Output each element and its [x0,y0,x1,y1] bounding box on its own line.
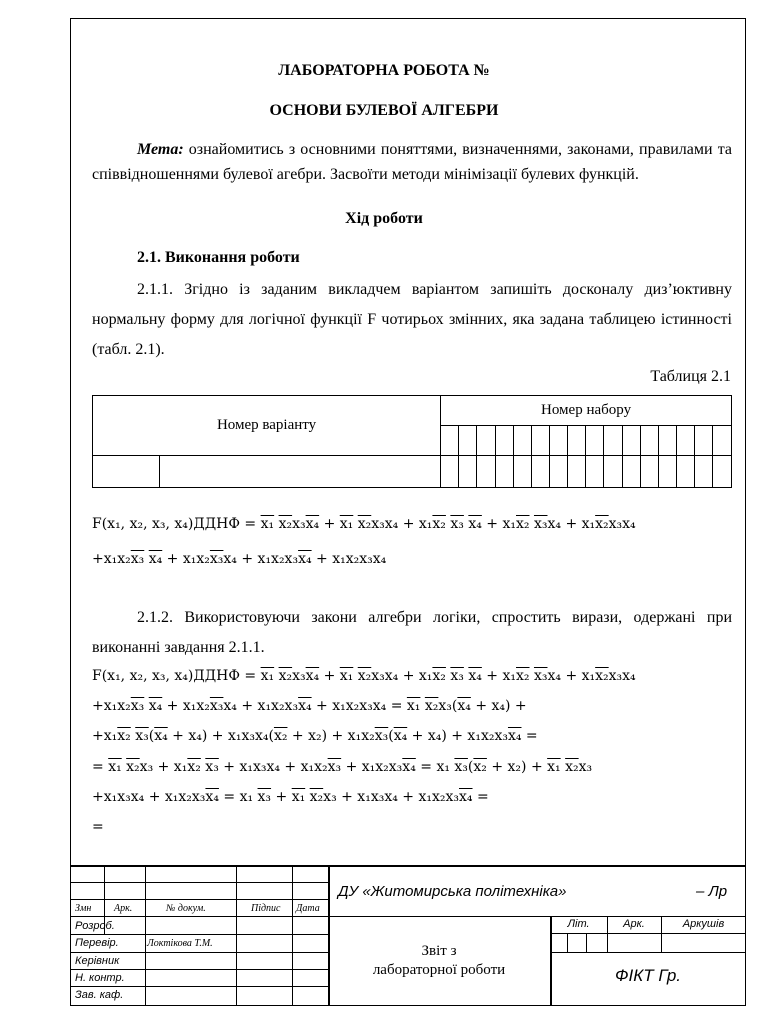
formula-2-line-2: +x₁x₂x₃ x₄ + x₁x₂x₃x₄ + x₁x₂x₃x₄ + x₁x₂x₃x₄ = x₁ x₂x₃(x₄ + x₄) + [92,698,527,714]
table-cell [658,456,676,488]
table-cell [586,456,604,488]
table-cell [640,426,658,456]
table-cell [568,426,586,456]
truth-table [92,395,732,488]
table-cell [677,426,695,456]
col-ark: Арк. [114,903,133,914]
table-cell [677,456,695,488]
checker-name: Локтікова Т.М. [147,938,213,949]
row-checker: Перевір. [75,937,119,949]
row-head-dept: Зав. каф. [75,989,124,1001]
table-cell [513,456,531,488]
table-cell [477,456,495,488]
col-doc: № докум. [166,903,206,914]
lit-label: Літ. [567,918,590,930]
table-cell [713,426,732,456]
table-cell [713,456,732,488]
formula-2-line-6: = [92,819,104,835]
doc-title-line-2: лабораторної роботи [372,962,506,978]
table-cell [459,456,477,488]
table-cell [441,426,459,456]
row-norm-control: Н. контр. [75,972,125,984]
col-date: Дата [296,903,320,914]
row-supervisor: Керівник [75,955,120,967]
table-cell [604,456,622,488]
goal-label: Мета: [137,141,184,158]
table-cell [495,426,513,456]
document-code: – Лр [696,883,728,900]
table-cell [160,456,441,488]
goal-text: ознайомитись з основними поняттями, визначеннями, законами, правилами та співвідношеннями булевої агебри. Засвоїти методи мінімізації булевих функцій. [92,141,732,183]
variant-header: Номер варіанту [93,396,441,456]
organization-name: ДУ «Житомирська політехніка» [338,883,567,900]
col-zmn: Змн [75,903,92,914]
row-developer: Розроб. [75,920,115,932]
table-cell [640,456,658,488]
table-cell [622,426,640,456]
table-cell [441,456,459,488]
formula-1-line-1: F(x₁, x₂, x₃, x₄)ДДНФ = x₁ x₂x₃x₄ + x₁ x₂x₃x₄ + x₁x₂ x₃ x₄ + x₁x₂ x₃x₄ + x₁x₂x₃x₄ [92,516,636,532]
table-cell [531,426,549,456]
formula-2-line-1: F(x₁, x₂, x₃, x₄)ДДНФ = x₁ x₂x₃x₄ + x₁ x₂x₃x₄ + x₁x₂ x₃ x₄ + x₁x₂ x₃x₄ + x₁x₂x₃x₄ [92,668,636,684]
table-cell [604,426,622,456]
task1-paragraph: 2.1.1. Згідно із заданим викладчем варіантом запишіть досконалу диз’юктивну нормальну форму для логічної функції F чотирьох змінних, яка задана таблицею істинності (табл. 2.1). [92,281,732,358]
table-cell [695,456,713,488]
title-block [70,865,746,1006]
formula-prefix: F(x₁, x₂, x₃, x₄)ДДНФ = [92,516,257,532]
formula-prefix: F(x₁, x₂, x₃, x₄)ДДНФ = [92,668,257,684]
table-cell [550,426,568,456]
formula-1-line-2: +x₁x₂x₃ x₄ + x₁x₂x₃x₄ + x₁x₂x₃x₄ + x₁x₂x₃x₄ [92,551,387,567]
group-label: ФІКТ Гр. [614,966,682,985]
table-cell [695,426,713,456]
lab-subtitle: ОСНОВИ БУЛЕВОЇ АЛГЕБРИ [269,102,499,119]
formula-2-line-4: = x₁ x₂x₃ + x₁x₂ x₃ + x₁x₃x₄ + x₁x₂x₃ + x₁x₂x₃x₄ = x₁ x₃(x₂ + x₂) + x₁ x₂x₃ [92,759,593,775]
goal-paragraph [92,137,732,187]
table-cell [459,426,477,456]
table-caption: Таблиця 2.1 [650,368,731,385]
table-cell [477,426,495,456]
arkushiv-label: Аркушів [682,918,725,930]
set-header: Номер набору [441,396,732,426]
col-signature: Підпис [251,903,281,914]
formula-2-line-5: +x₁x₃x₄ + x₁x₂x₃x₄ = x₁ x₃ + x₁ x₂x₃ + x₁x₃x₄ + x₁x₂x₃x₄ = [92,789,489,805]
table-cell [568,456,586,488]
table-cell [495,456,513,488]
ark-label: Арк. [623,918,645,930]
table-cell [531,456,549,488]
table-cell [622,456,640,488]
progress-heading: Хід роботи [345,210,423,227]
table-cell [658,426,676,456]
table-cell [513,426,531,456]
task2-paragraph: 2.1.2. Використовуючи закони алгебри логіки, спростить вирази, одержані при виконанні завдання 2.1.1. [92,609,732,656]
table-cell [586,426,604,456]
section-heading: 2.1. Виконання роботи [137,249,300,266]
table-cell [93,456,160,488]
table-cell [550,456,568,488]
doc-title-line-1: Звіт з [421,943,457,959]
lab-title: ЛАБОРАТОРНА РОБОТА № [278,62,490,79]
formula-2-line-3: +x₁x₂ x₃(x₄ + x₄) + x₁x₃x₄(x₂ + x₂) + x₁x₂x₃(x₄ + x₄) + x₁x₂x₃x₄ = [92,728,538,744]
